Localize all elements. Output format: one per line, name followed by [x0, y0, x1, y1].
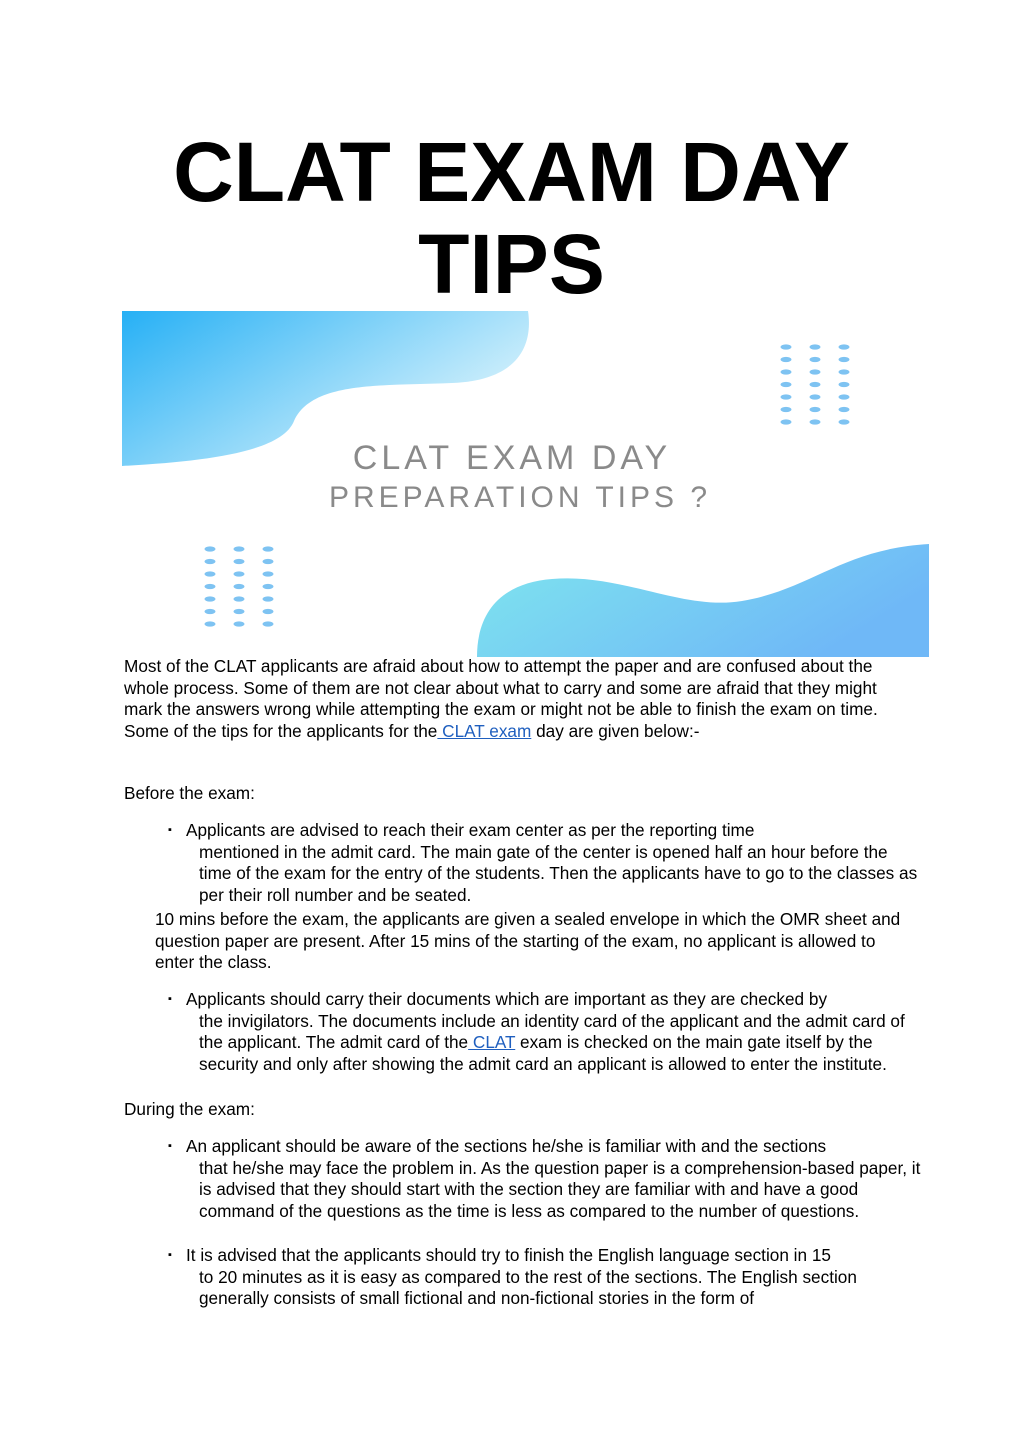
list-item-first-line: It is advised that the applicants should try to finish the English language section in 15 [186, 1245, 831, 1265]
bottom-wave-shape [477, 544, 929, 657]
list-item [168, 1245, 921, 1310]
decorative-dot [234, 621, 245, 626]
decorative-dot [263, 571, 274, 576]
decorative-dot [234, 571, 245, 576]
clat-link[interactable]: CLAT [468, 1032, 516, 1052]
list-item-first-line: Applicants should carry their documents which are important as they are checked by [186, 989, 828, 1009]
decorative-dot [205, 596, 216, 601]
title-line-1: CLAT EXAM DAY [173, 125, 850, 219]
page-title [0, 126, 1023, 310]
decorative-dot [810, 357, 821, 362]
decorative-dot [234, 609, 245, 614]
decorative-dot [810, 344, 821, 349]
decorative-dot [263, 546, 274, 551]
decorative-dot [781, 419, 792, 424]
decorative-dot [205, 609, 216, 614]
banner-graphic [122, 311, 929, 657]
title-line-2: TIPS [418, 217, 605, 311]
decorative-dot [781, 394, 792, 399]
list-item [168, 820, 921, 906]
dot-grid-bottom [205, 546, 274, 626]
bullet-icon: ▪ [168, 1140, 172, 1152]
intro-text: Most of the CLAT applicants are afraid about how to attempt the paper and are confused about the whole process. Some of them are not clear about what to carry and some are afraid that they might mark the answers wrong while attempting the exam or might not be able to finish the exam on time. Some of the tips for the applicants for the [124, 656, 878, 741]
decorative-dot [263, 621, 274, 626]
decorative-dot [205, 621, 216, 626]
decorative-dot [839, 357, 850, 362]
clat-exam-link[interactable]: CLAT exam [437, 720, 532, 741]
decorative-dot [205, 546, 216, 551]
banner-image [122, 311, 929, 657]
decorative-dot [839, 344, 850, 349]
list-item-continuation: the invigilators. The documents include an identity card of the applicant and the admit card of the applicant. The admit card of the [199, 1010, 905, 1052]
before-exam-heading: Before the exam: [124, 783, 255, 803]
banner-heading-line-1: CLAT EXAM DAY [352, 439, 672, 477]
during-exam-heading: During the exam: [124, 1099, 255, 1119]
decorative-dot [234, 559, 245, 564]
list-item-continuation-end: exam is checked on the main gate itself by the security and only after showing the admit card an applicant is allowed to enter the institute. [199, 1032, 887, 1074]
sub-paragraph: 10 mins before the exam, the applicants are given a sealed envelope in which the OMR sheet and question paper are present. After 15 mins of the starting of the exam, no applicant is allowed to enter the class. [155, 909, 901, 972]
decorative-dot [839, 382, 850, 387]
bullet-icon: ▪ [168, 993, 172, 1005]
decorative-dot [263, 609, 274, 614]
decorative-dot [781, 357, 792, 362]
list-item-first-line: An applicant should be aware of the sections he/she is familiar with and the sections [186, 1136, 827, 1156]
decorative-dot [234, 546, 245, 551]
decorative-dot [781, 344, 792, 349]
decorative-dot [263, 584, 274, 589]
decorative-dot [205, 559, 216, 564]
list-item-continuation: to 20 minutes as it is easy as compared to the rest of the sections. The English section generally consists of small fictional and non-fictional stories in the form of [199, 1266, 857, 1308]
decorative-dot [781, 382, 792, 387]
bullet-icon: ▪ [168, 824, 172, 836]
decorative-dot [839, 394, 850, 399]
list-item [168, 989, 921, 1075]
decorative-dot [263, 596, 274, 601]
decorative-dot [234, 596, 245, 601]
list-item-continuation: mentioned in the admit card. The main gate of the center is opened half an hour before the time of the exam for the entry of the students. Then the applicants have to go to the classes as per their roll number and be seated. [199, 841, 918, 905]
decorative-dot [205, 584, 216, 589]
list-item-first-line: Applicants are advised to reach their exam center as per the reporting time [186, 820, 755, 840]
decorative-dot [810, 382, 821, 387]
banner-heading-line-2: PREPARATION TIPS ? [328, 481, 712, 514]
decorative-dot [839, 369, 850, 374]
decorative-dot [781, 407, 792, 412]
list-item-continuation: that he/she may face the problem in. As the question paper is a comprehension-based paper, it is advised that they should start with the section they are familiar with and have a good command of the questions as the time is less as compared to the number of questions. [199, 1157, 921, 1221]
decorative-dot [839, 407, 850, 412]
list-item [168, 1136, 921, 1222]
decorative-dot [781, 369, 792, 374]
decorative-dot [839, 419, 850, 424]
dot-grid-top [781, 344, 850, 424]
decorative-dot [810, 407, 821, 412]
intro-text-end: day are given below:- [531, 720, 700, 741]
decorative-dot [810, 369, 821, 374]
decorative-dot [234, 584, 245, 589]
intro-paragraph [124, 656, 914, 742]
decorative-dot [810, 419, 821, 424]
decorative-dot [810, 394, 821, 399]
decorative-dot [205, 571, 216, 576]
decorative-dot [263, 559, 274, 564]
bullet-icon: ▪ [168, 1249, 172, 1261]
